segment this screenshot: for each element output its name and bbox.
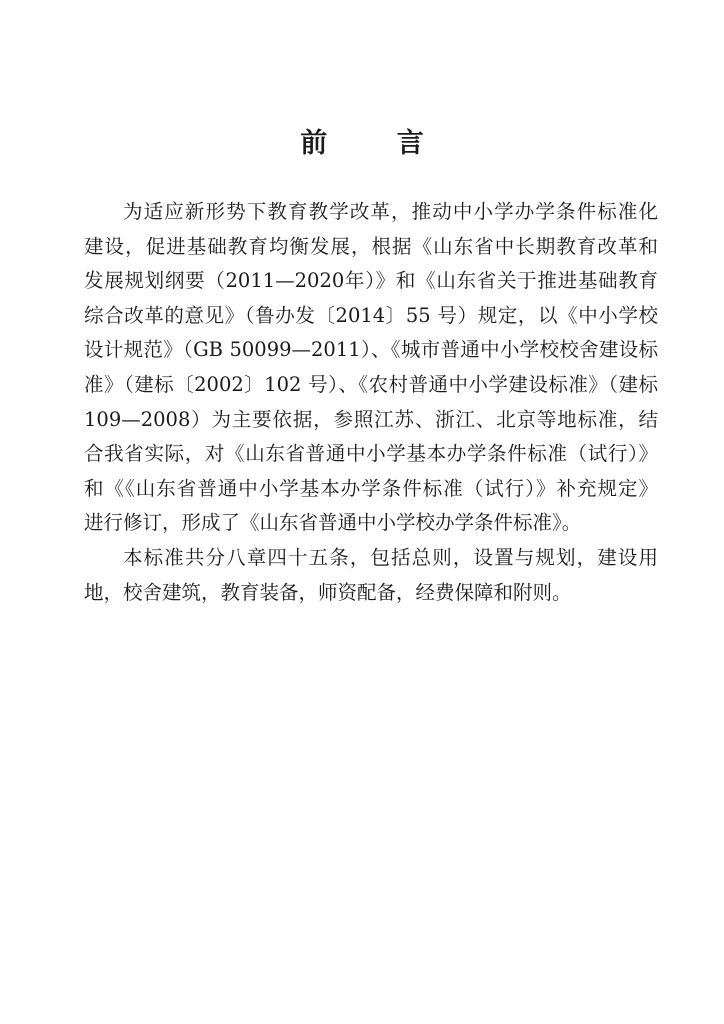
paragraph-1-line-8: 合我省实际，对《山东省普通中小学基本办学条件标准（试行）》: [84, 442, 658, 466]
paragraph-1-line-1: 为适应新形势下教育教学改革，推动中小学办学条件标准化: [123, 200, 658, 223]
paragraph-1-line-3: 发展规划纲要（2011—2020年）》和《山东省关于推进基础教育: [84, 269, 658, 293]
paragraph-1-line-5: 设计规范》（GB 50099—2011）、《城市普通中小学校校舍建设标: [84, 338, 658, 362]
paragraph-1-line-7: 109—2008）为主要依据，参照江苏、浙江、北京等地标准，结: [84, 407, 658, 431]
paragraph-1-line-10: 进行修订，形成了《山东省普通中小学校办学条件标准》。: [84, 511, 582, 535]
paragraph-1-line-9: 和《《山东省普通中小学基本办学条件标准（试行）》补充规定》: [84, 476, 658, 500]
paragraph-2-line-2: 地，校舍建筑，教育装备，师资配备，经费保障和附则。: [84, 580, 572, 604]
paragraph-1-line-4: 综合改革的意见》（鲁办发〔2014〕55 号）规定，以《中小学校: [84, 303, 658, 327]
preface-body: [84, 195, 658, 610]
paragraph-1-line-2: 建设，促进基础教育均衡发展，根据《山东省中长期教育改革和: [84, 234, 658, 258]
paragraph-1-line-6: 准》（建标〔2002〕102 号）、《农村普通中小学建设标准》（建标: [84, 372, 658, 396]
paragraph-2-line-1: 本标准共分八章四十五条，包括总则，设置与规划，建设用: [123, 545, 658, 569]
page-title: 前 言: [300, 128, 454, 159]
